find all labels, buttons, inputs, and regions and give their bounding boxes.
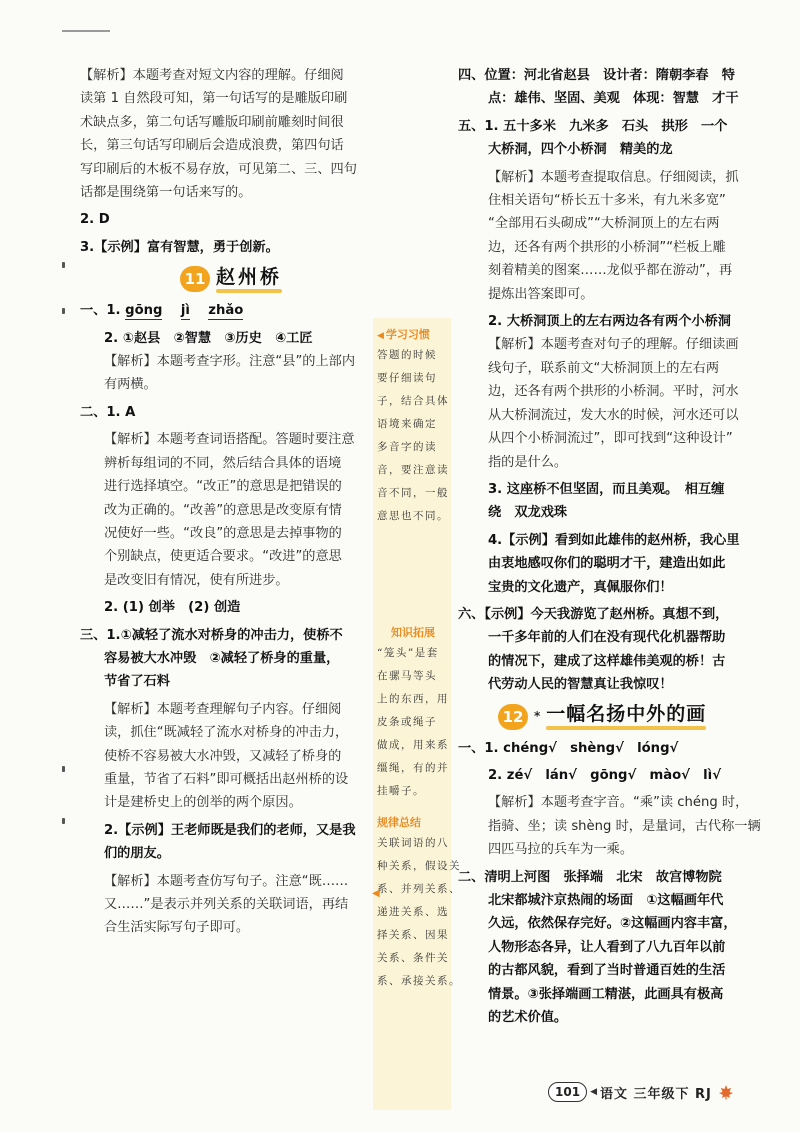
analysis-text: 况使好一些。“改良”的意思是去掉事物的 [104,525,342,541]
title-underline [216,289,282,293]
analysis-text: 【解析】本题考查提取信息。仔细阅读，抓 [488,169,739,185]
analysis-text: 【解析】本题考查字音。“乘”读 chéng 时， [488,795,749,811]
maple-leaf-icon [718,1084,734,1100]
lesson12-section-1-q1: 一、1. chéng√ shèng√ lóng√ [458,740,679,756]
side-line: “笼头”是套 [377,647,439,659]
analysis-text: 个别缺点，使更适合要求。“改进”的意思 [104,549,342,565]
section-5-q1-cont: 大桥洞，四个小桥洞 精美的龙 [488,142,673,158]
side-line: 做成，用来系 [377,739,449,751]
pinyin-answer: zhǎo [208,303,244,319]
side-line: 音，要注意读 [377,464,449,476]
side-line: 择关系、因果 [377,929,449,941]
section-3-q1-cont: 容易被大水冲毁 ②减轻了桥身的重量， [104,650,340,666]
pointer-arrow-icon: ◀ [372,888,380,899]
side-line: 关系、条件关 [377,952,449,964]
lesson-title: 一幅名扬中外的画 [546,702,707,725]
analysis-text: 边，还各有两个拱形的小桥洞”“栏板上雕 [488,239,726,255]
section-3-q1: 三、1.①减轻了流水对桥身的冲击力，使桥不 [80,627,343,643]
analysis-text: 【解析】本题考查对句子的理解。仔细读画 [488,337,739,353]
section-5-q3-cont: 绕 双龙戏珠 [488,505,568,521]
section-6-cont: 代劳动人民的智慧真让我惊叹！ [488,677,673,693]
lesson12-section-2-cont: 的艺术价值。 [488,1010,568,1026]
analysis-text: 是改变旧有情况，使有所进步。 [104,572,289,588]
analysis-text: 【解析】本题考查字形。注意“县”的上部内 [104,354,356,370]
pinyin-answer: gōng [125,303,163,319]
title-underline [546,726,706,730]
analysis-text: 刻着精美的图案……龙似乎都在游动”，再 [488,263,733,279]
knowledge-box [377,624,449,803]
analysis-text: 提炼出答案即可。 [488,286,594,302]
optional-lesson-star: * [534,708,541,723]
analysis-text: 边，还各有两个拱形的小桥洞。平时，河水 [488,384,739,400]
section-2-q2: 2. (1) 创举 (2) 创造 [104,600,241,616]
section-1-q2: 2. ①赵县 ②智慧 ③历史 ④工匠 [104,330,313,346]
side-line: 音不同，一般 [377,487,449,499]
side-line: 递进关系、选 [377,906,449,918]
section-5-q3: 3. 这座桥不但坚固，而且美观。 相互缠 [488,481,725,497]
triangle-icon: ◀ [377,331,384,341]
side-line: 语境来确定 [377,418,437,430]
margin-mark [62,262,65,268]
side-line: 挂嚼子。 [377,785,425,797]
section-5-q1: 五、1. 五十多米 九米多 石头 拱形 一个 [458,118,728,134]
analysis-text: 【解析】本题考查理解句子内容。仔细阅 [104,701,342,717]
lesson-title: 赵州桥 [216,265,283,288]
lesson-number-badge: 11 [180,266,210,292]
analysis-text: 计是建桥史上的创举的两个原因。 [104,795,302,811]
analysis-text: 从大桥洞流过，发大水的时候，河水还可以 [488,407,739,423]
analysis-text: 住相关语句“桥长五十多米，有九米多宽” [488,193,726,209]
lesson12-section-2-cont: 情景。③张择端画工精湛，此画具有极高 [488,986,724,1002]
section-6: 六、【示例】今天我游览了赵州桥。真想不到， [458,606,729,622]
section-5-q4-cont: 由衷地感叹你们的聪明才干，建造出如此 [488,556,726,572]
section-4-cont: 点：雄伟、坚固、美观 体现：智慧 才干 [488,91,739,107]
section-3-q2: 2.【示例】王老师既是我们的老师，又是我 [104,822,356,838]
analysis-text: 【解析】本题考查对短文内容的理解。仔细阅 [80,68,344,83]
analysis-text: 读，抓住“既减轻了流水对桥身的冲击力， [104,725,349,741]
lesson12-section-2-cont: 久远，依然保存完好。②这幅画内容丰富， [488,916,737,932]
analysis-text: 改为正确的。“改善”的意思是改变原有情 [104,502,342,518]
analysis-text: 又……”是表示并列关系的关联词语，再结 [104,897,349,912]
section-5-q2: 2. 大桥洞顶上的左右两边各有两个小桥洞 [488,314,731,330]
section-5-q4: 4.【示例】看到如此雄伟的赵州桥，我心里 [488,532,740,548]
side-line: 系、承接关系。 [377,975,461,987]
section-4: 四、位置：河北省赵县 设计者：隋朝李春 特 [458,68,735,83]
section-2-q1: 二、1. A [80,404,136,420]
analysis-text: 术缺点多，第二句话写雕版印刷前雕刻时间很 [80,114,344,130]
analysis-text: 话都是围绕第一句话来写的。 [80,185,252,201]
rule-summary-box [377,814,461,993]
section-6-cont: 一千多年前的人们在没有现代化机器帮助 [488,630,726,646]
lesson-12-heading [458,697,746,737]
side-line: 上的东西，用 [377,693,449,705]
side-line: 缰绳，有的并 [377,762,449,774]
right-column [458,64,761,1029]
side-line: 多音字的读 [377,441,437,453]
analysis-text: 辨析每组词的不同，然后结合具体的语境 [104,455,342,471]
analysis-text: 【解析】本题考查词语搭配。答题时要注意 [104,432,355,448]
analysis-text: 指骑、坐；读 shèng 时，是量词，古代称一辆 [488,818,761,834]
top-rule [62,30,110,32]
side-line: 意思也不同。 [377,510,449,522]
lesson12-section-2-cont: 的古都风貌，看到了当时普通百姓的生活 [488,963,726,979]
section-6-cont: 的情况下，建成了这样雄伟美观的桥！古 [488,653,726,669]
study-habit-title: 学习习惯 [385,328,430,341]
lesson12-section-2-cont: 人物形态各异，让人看到了八九百年以前 [488,939,726,955]
left-column [80,64,370,940]
margin-mark [62,766,65,772]
section-1-q1: 一、1. gōng jì zhǎo [80,303,244,319]
book-label: 语文 三年级下 RJ [599,1086,712,1102]
lesson12-section-2: 二、清明上河图 张择端 北宋 故宫博物院 [458,869,722,885]
page-number: 101 [548,1082,587,1102]
lesson-number-badge: 12 [498,704,528,730]
analysis-text: 从四个小桥洞流过”，即可找到“这种设计” [488,431,733,447]
side-line: 关联词语的八 [377,837,449,849]
analysis-text: 写印刷后的木板不易存放，可见第二、三、四句 [80,161,357,177]
analysis-text: 有两横。 [104,377,157,393]
side-line: 答题的时候 [377,349,437,361]
analysis-text: 使桥不容易被大水冲毁，又减轻了桥身的 [104,748,342,764]
analysis-text: 【解析】本题考查仿写句子。注意“既…… [104,873,349,889]
analysis-text: 四匹马拉的兵车为一乘。 [488,842,634,858]
margin-mark [62,818,65,824]
analysis-text: 线句子，联系前文“大桥洞顶上的左右两 [488,360,720,376]
section-5-q4-cont: 宝贵的文化遗产，真佩服你们！ [488,579,673,595]
answer-2: 2. D [80,212,110,228]
study-habit-box [377,326,449,528]
pinyin-answer: jì [180,303,190,319]
rule-summary-title: 规律总结 [377,816,421,829]
analysis-text: “全部用石头砌成”“大桥洞顶上的左右两 [488,216,720,232]
analysis-text: 指的是什么。 [488,454,568,470]
analysis-text: 进行选择填空。“改正”的意思是把错误的 [104,479,342,495]
margin-mark [62,308,65,314]
section-3-q2-cont: 们的朋友。 [104,846,170,862]
lesson-11-heading [80,259,370,299]
lesson12-section-1-q2: 2. zé√ lán√ gōng√ mào√ lì√ [488,767,722,783]
analysis-text: 长，第三句话写印刷后会造成浪费，第四句话 [80,138,344,154]
side-line: 要仔细读句 [377,372,437,384]
section-3-q1-cont: 节省了石料 [104,674,170,690]
analysis-text: 读第 1 自然段可知，第一句话写的是雕版印刷 [80,91,348,107]
triangle-icon: ◀ [590,1087,597,1097]
side-line: 种关系，假设关 [377,860,461,872]
side-line: 在骡马等头 [377,670,437,682]
lesson12-section-2-cont: 北宋都城汴京热闹的场面 ①这幅画年代 [488,893,724,908]
side-line: 皮条或绳子 [377,716,437,728]
page-footer [548,1082,734,1102]
analysis-text: 重量，节省了石料”即可概括出赵州桥的设 [104,771,349,787]
tips-sidebar [373,318,461,1110]
side-line: 系、并列关系、 [377,883,461,895]
answer-3: 3.【示例】富有智慧，勇于创新。 [80,239,279,255]
knowledge-title: 知识拓展 [391,626,435,639]
analysis-text: 合生活实际写句子即可。 [104,920,250,936]
side-line: 子，结合具体 [377,395,449,407]
